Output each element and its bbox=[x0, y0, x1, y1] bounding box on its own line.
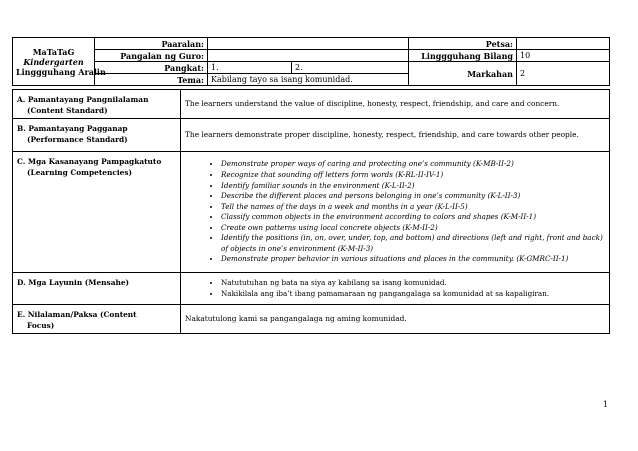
row-objectives bbox=[13, 273, 610, 305]
list-item: • Demonstrate proper behavior in various situations and places in the community. (K-GMRC-II-1) bbox=[221, 254, 605, 265]
date-label: Petsa: bbox=[409, 38, 517, 50]
list-item: • Identify the positions (in, on, over, under, top, and bottom) and directions (left and right, front and back) of objects in one’s environment (K-M-II-3) bbox=[221, 233, 605, 254]
list-item: • Create own patterns using local concrete objects (K-M-II-2) bbox=[221, 223, 605, 234]
row-learning-competencies bbox=[13, 152, 610, 273]
content-focus-label bbox=[13, 305, 181, 334]
objectives-label-text: D. Mga Layunin (Mensahe) bbox=[17, 278, 130, 288]
teacher-value[interactable] bbox=[208, 50, 409, 62]
content-standard-label-line1: A. Pamantayang Pangnilalaman bbox=[17, 95, 149, 104]
content-focus-label-line2: Focus) bbox=[27, 320, 55, 330]
performance-standard-label-line2: (Performance Standard) bbox=[27, 134, 128, 144]
row-performance-standard bbox=[13, 119, 610, 152]
list-item: • Nakikilala ang iba’t ibang pamamaraan ng pangangalaga sa komunidad at sa kapaligiran. bbox=[221, 289, 605, 300]
performance-standard-text: The learners demonstrate proper discipline, honesty, respect, friendship, and care towards other people. bbox=[181, 119, 610, 152]
section-value-1[interactable]: 1. bbox=[208, 62, 292, 74]
quarter-value[interactable]: 2 bbox=[517, 62, 610, 86]
performance-standard-label-line1: B. Pamantayang Pagganap bbox=[17, 124, 128, 134]
performance-standard-label bbox=[13, 119, 181, 152]
list-item: • Identify familiar sounds in the environment (K-L-II-2) bbox=[221, 181, 605, 192]
school-value[interactable] bbox=[208, 38, 409, 50]
learning-competencies-label bbox=[13, 152, 181, 273]
theme-label: Tema: bbox=[95, 74, 208, 86]
list-item: • Tell the names of the days in a week and months in a year (K-L-II-5) bbox=[221, 202, 605, 213]
learning-competencies-list-cell bbox=[181, 152, 610, 273]
list-item: • Demonstrate proper ways of caring and protecting one’s community (K-MB-II-2) bbox=[221, 159, 605, 170]
content-standard-text: The learners understand the value of discipline, honesty, respect, friendship, and care and concern. bbox=[181, 90, 610, 119]
program-brand bbox=[13, 38, 106, 86]
date-value[interactable] bbox=[517, 38, 610, 50]
page-number: 1 bbox=[603, 400, 609, 409]
learning-competencies-label-line2: (Learning Competencies) bbox=[27, 167, 133, 177]
list-item: • Describe the different places and persons belonging in one’s community (K-L-II-3) bbox=[221, 191, 605, 202]
objectives-label bbox=[13, 273, 181, 305]
brand-line1: MaTaTaG bbox=[32, 46, 75, 57]
list-item: • Recognize that sounding off letters form words (K-RL-II-IV-1) bbox=[221, 170, 605, 181]
week-number-value[interactable]: 10 bbox=[517, 50, 610, 62]
section-label: Pangkat: bbox=[95, 62, 208, 74]
learning-competencies-label-line1: C. Mga Kasanayang Pampagkatuto bbox=[17, 157, 162, 167]
quarter-label: Markahan bbox=[409, 62, 517, 86]
brand-line3: Linggguhang Aralin bbox=[16, 66, 106, 77]
list-item: • Classify common objects in the environment according to colors and shapes (K-M-II-1) bbox=[221, 212, 605, 223]
content-standard-label-line2: (Content Standard) bbox=[27, 105, 108, 115]
section-value-2[interactable]: 2. bbox=[292, 62, 409, 74]
row-content-standard bbox=[13, 90, 610, 119]
lesson-header-table bbox=[12, 37, 610, 86]
content-focus-text: Nakatutulong kami sa pangangalaga ng aming komunidad. bbox=[181, 305, 610, 334]
week-number-label: Linggguhang Bilang bbox=[409, 50, 517, 62]
objectives-list-cell bbox=[181, 273, 610, 305]
teacher-label: Pangalan ng Guro: bbox=[95, 50, 208, 62]
learning-competencies-list bbox=[185, 159, 605, 264]
brand-line2: Kindergarten bbox=[23, 56, 84, 67]
content-focus-label-line1: E. Nilalaman/Paksa (Content bbox=[17, 310, 137, 320]
lesson-plan-table bbox=[12, 89, 610, 334]
content-standard-label bbox=[13, 90, 181, 119]
theme-value[interactable]: Kabilang tayo sa isang komunidad. bbox=[208, 74, 409, 86]
list-item: • Natututuhan ng bata na siya ay kabilang sa isang komunidad. bbox=[221, 278, 605, 289]
objectives-list bbox=[185, 278, 605, 299]
row-content-focus bbox=[13, 305, 610, 334]
school-label: Paaralan: bbox=[95, 38, 208, 50]
